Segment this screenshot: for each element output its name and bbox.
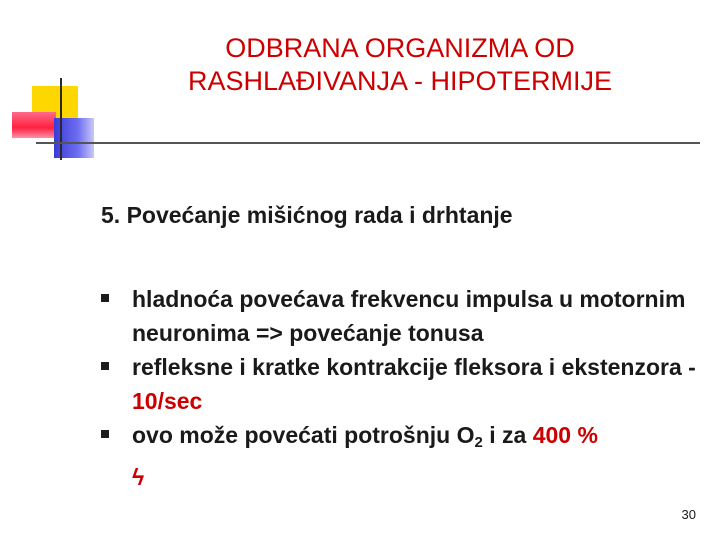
percentage-value: 400 % (532, 422, 598, 448)
square-bullet-icon (101, 294, 109, 302)
title-divider (36, 142, 700, 144)
bullet-3-text: ovo može povećati potrošnju O (132, 422, 475, 448)
bullet-item-2 (100, 350, 700, 418)
bullet-1-text: hladnoća povećava frekvencu impulsa u motornim neuronima => povećanje tonusa (132, 286, 686, 346)
bullet-list (100, 282, 700, 494)
lightning-bolt-icon: ϟ (132, 464, 145, 490)
oxygen-subscript: 2 (474, 434, 483, 451)
section-heading: 5. Povećanje mišićnog rada i drhtanje (101, 202, 513, 228)
square-bullet-icon (101, 362, 109, 370)
slide-title (120, 32, 680, 98)
bullet-item-3 (100, 418, 700, 494)
bullet-3-mid: i za (482, 422, 533, 448)
frequency-value: 10/sec (132, 388, 203, 414)
bullet-item-1 (100, 282, 700, 350)
page-number: 30 (681, 507, 696, 522)
title-line-2: RASHLAĐIVANJA - HIPOTERMIJE (187, 66, 613, 96)
decor-red-bar (12, 112, 56, 138)
square-bullet-icon (101, 430, 109, 438)
decor-vertical-line (60, 78, 62, 160)
bullet-2-text: refleksne i kratke kontrakcije fleksora i ekstenzora - (132, 354, 696, 380)
title-line-1: ODBRANA ORGANIZMA OD (225, 33, 575, 63)
